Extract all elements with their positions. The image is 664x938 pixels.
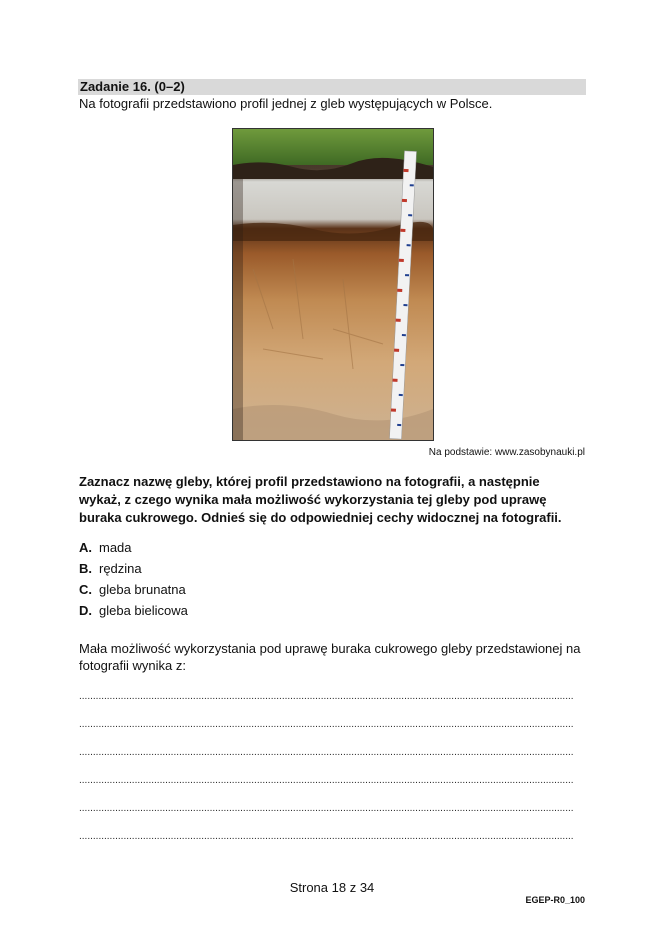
soil-profile-photo	[232, 128, 434, 441]
answer-line[interactable]: ..................................................................................................................................................................................	[79, 719, 574, 730]
option-a[interactable]	[79, 540, 188, 561]
option-d[interactable]	[79, 603, 188, 624]
answer-line[interactable]: ..................................................................................................................................................................................	[79, 803, 574, 814]
task-instruction: Zaznacz nazwę gleby, której profil przedstawiono na fotografii, a następnie wykaż, z czego wynika mała możliwość wykorzystania tej gleby pod uprawę buraka cukrowego. Odnieś się do odpowiedniej cechy widocznej na fotografii.	[79, 474, 562, 525]
answer-line[interactable]: ..................................................................................................................................................................................	[79, 691, 574, 702]
task-intro: Na fotografii przedstawiono profil jednej z gleb występujących w Polsce.	[79, 96, 493, 111]
option-b[interactable]	[79, 561, 188, 582]
photo-source: Na podstawie: www.zasobynauki.pl	[428, 447, 585, 458]
option-text: mada	[99, 540, 132, 555]
answer-line[interactable]: ..................................................................................................................................................................................	[79, 775, 574, 786]
option-c[interactable]	[79, 582, 188, 603]
option-letter: C.	[79, 582, 92, 597]
option-text: gleba bielicowa	[99, 603, 188, 618]
page-number: Strona 18 z 34	[289, 880, 375, 895]
option-letter: B.	[79, 561, 92, 576]
answer-line[interactable]: ..................................................................................................................................................................................	[79, 747, 574, 758]
answer-options	[79, 540, 188, 624]
answer-line[interactable]: ..................................................................................................................................................................................	[79, 831, 574, 842]
soil-profile-illustration	[233, 129, 433, 440]
option-text: gleba brunatna	[99, 582, 186, 597]
answer-prompt: Mała możliwość wykorzystania pod uprawę buraka cukrowego gleby przedstawionej na fotografii wynika z:	[79, 641, 581, 673]
task-header: Zadanie 16. (0–2)	[78, 79, 586, 95]
option-letter: D.	[79, 603, 92, 618]
option-letter: A.	[79, 540, 92, 555]
answer-area[interactable]	[79, 690, 584, 858]
exam-code: EGEP-R0_100	[525, 895, 585, 905]
option-text: rędzina	[99, 561, 142, 576]
